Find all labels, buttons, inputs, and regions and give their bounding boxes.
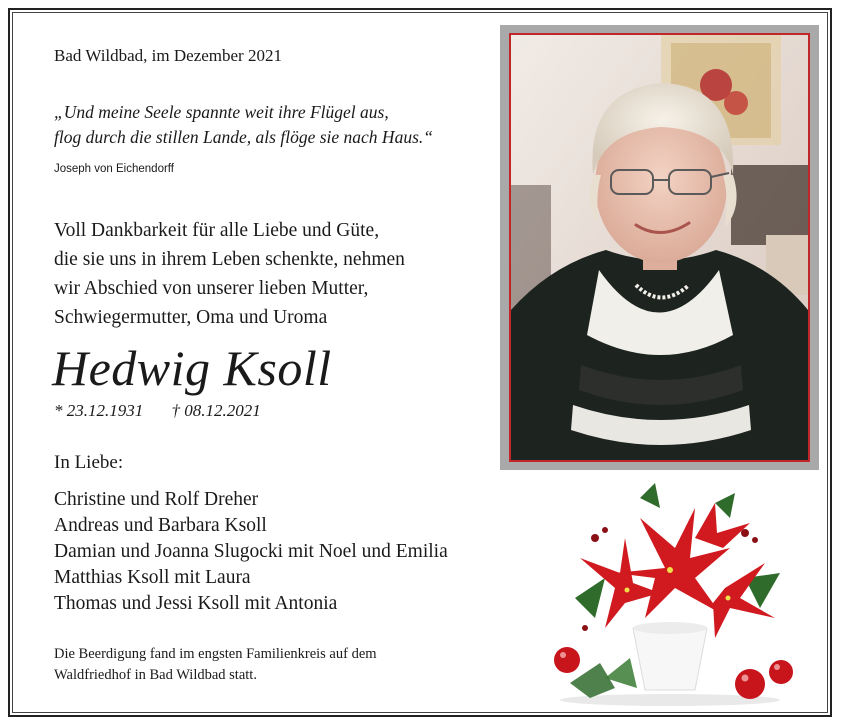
amaryllis-bouquet-illustration <box>545 478 795 708</box>
christmas-bouquet <box>545 478 795 708</box>
quote-line: flog durch die stillen Lande, als flöge sie nach Haus.“ <box>54 127 433 147</box>
burial-line: Die Beerdigung fand im engsten Familienkreis auf dem <box>54 646 377 662</box>
mourner-entry: Matthias Ksoll mit Laura <box>54 567 251 588</box>
poem-quote <box>54 100 433 150</box>
mourner-entry: Thomas und Jessi Ksoll mit Antonia <box>54 593 338 614</box>
gratitude-line: Voll Dankbarkeit für alle Liebe und Güte, <box>54 220 380 241</box>
gratitude-line: Schwiegermutter, Oma und Uroma <box>54 307 328 328</box>
deceased-name: Hedwig Ksoll <box>52 340 332 396</box>
gratitude-line: wir Abschied von unserer lieben Mutter, <box>54 278 369 299</box>
quote-line: „Und meine Seele spannte weit ihre Flügel aus, <box>54 102 389 122</box>
portrait-photo <box>509 33 810 462</box>
gratitude-text <box>54 216 405 332</box>
place-date: Bad Wildbad, im Dezember 2021 <box>54 46 282 65</box>
life-dates <box>54 401 261 421</box>
mourner-entry: Christine und Rolf Dreher <box>54 489 259 510</box>
birth-date: * 23.12.1931 <box>54 401 144 420</box>
burial-notice <box>54 644 377 686</box>
mourner-entry: Damian und Joanna Slugocki mit Noel und Emilia <box>54 541 448 562</box>
quote-author: Joseph von Eichendorff <box>54 163 174 175</box>
portrait-mat <box>500 25 819 470</box>
mourners-heading: In Liebe: <box>54 452 124 473</box>
gratitude-line: die sie uns in ihrem Leben schenkte, nehmen <box>54 249 405 270</box>
portrait-illustration <box>511 35 808 460</box>
mourner-entry: Andreas und Barbara Ksoll <box>54 515 267 536</box>
burial-line: Waldfriedhof in Bad Wildbad statt. <box>54 667 257 683</box>
death-date: † 08.12.2021 <box>171 401 261 420</box>
mourners-list <box>54 487 448 617</box>
